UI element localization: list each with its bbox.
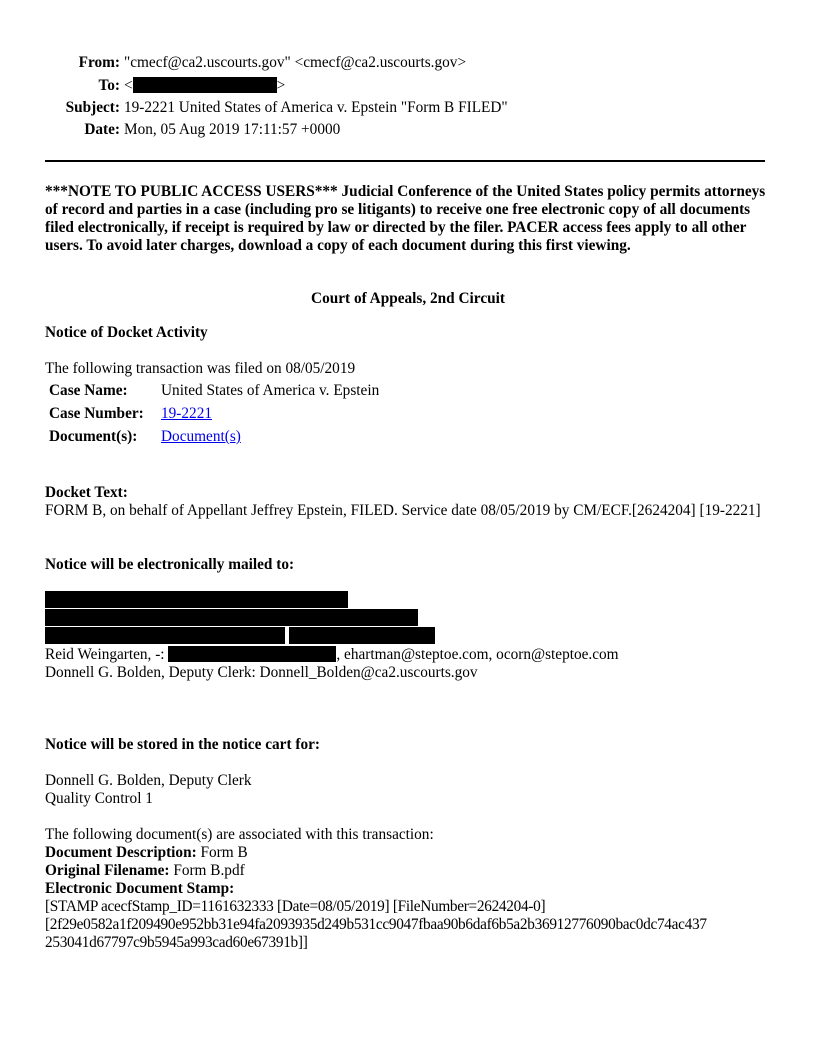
stamp-label: Electronic Document Stamp: [45, 880, 235, 897]
stamp-line: [STAMP acecfStamp_ID=1161632333 [Date=08/05/2019] [FileNumber=2624204-0] [45, 898, 546, 915]
reid-line [45, 646, 619, 664]
documents-link[interactable]: Document(s) [161, 428, 241, 445]
cart-item: Donnell G. Bolden, Deputy Clerk [45, 772, 252, 789]
mailed-title: Notice will be electronically mailed to: [45, 556, 295, 573]
subject-row [0, 99, 600, 121]
public-access-notice: ***NOTE TO PUBLIC ACCESS USERS*** Judicial Conference of the United States policy permits attorneys of record and parties in a case (including pro se litigants) to receive one free electronic copy of all documents filed electronically, if receipt is required by law or directed by the filer. PACER access fees apply to all other users. To avoid later charges, download a copy of each document during this first viewing. [45, 183, 766, 254]
to-open: < [124, 77, 133, 94]
reid-prefix: Reid Weingarten, -: [45, 646, 165, 663]
divider [45, 160, 765, 162]
cart-item: Quality Control 1 [45, 790, 153, 807]
redaction [133, 77, 277, 93]
stamp-line: 253041d67797c9b5945a993cad60e67391b]] [45, 934, 308, 951]
filename-label: Original Filename: [45, 862, 170, 879]
stamp-line: [2f29e0582a1f209490e952bb31e94fa2093935d249b531cc9047fbaa90b6daf6b5a2b36912776090bac0dc74ac437 [45, 916, 707, 933]
case-number-label: Case Number: [49, 405, 144, 422]
desc-value: Form B [200, 844, 248, 861]
date-row [0, 121, 600, 143]
activity-title: Notice of Docket Activity [45, 324, 208, 341]
docket-text-label: Docket Text: [45, 484, 128, 501]
cart-title: Notice will be stored in the notice cart for: [45, 736, 320, 753]
documents-label: Document(s): [49, 428, 138, 445]
from-value: "cmecf@ca2.uscourts.gov" <cmecf@ca2.uscourts.gov> [124, 54, 467, 71]
court-name: Court of Appeals, 2nd Circuit [311, 290, 505, 307]
from-row [0, 54, 600, 76]
redaction [45, 591, 348, 608]
assoc-line: The following document(s) are associated with this transaction: [45, 826, 434, 843]
redaction [45, 609, 418, 626]
redaction [45, 627, 285, 644]
bolden-line: Donnell G. Bolden, Deputy Clerk: Donnell_Bolden@ca2.uscourts.gov [45, 664, 478, 681]
from-label: From: [78, 54, 120, 71]
redaction [289, 627, 435, 644]
to-label: To: [98, 77, 120, 94]
docket-text: FORM B, on behalf of Appellant Jeffrey Epstein, FILED. Service date 08/05/2019 by CM/ECF.[2624204] [19-2221] [45, 502, 761, 519]
to-close: > [276, 77, 286, 94]
filename-value: Form B.pdf [173, 862, 245, 879]
to-row [0, 77, 600, 99]
reid-suffix: , ehartman@steptoe.com, ocorn@steptoe.com [336, 646, 619, 663]
case-name: United States of America v. Epstein [161, 382, 380, 399]
subject-value: 19-2221 United States of America v. Epstein "Form B FILED" [124, 99, 508, 116]
date-label: Date: [84, 121, 120, 138]
case-number-link[interactable]: 19-2221 [161, 405, 212, 422]
desc-label: Document Description: [45, 844, 197, 861]
case-name-label: Case Name: [49, 382, 128, 399]
redaction [168, 646, 336, 662]
date-value: Mon, 05 Aug 2019 17:11:57 +0000 [124, 121, 341, 138]
filed-line: The following transaction was filed on 08/05/2019 [45, 360, 356, 377]
subject-label: Subject: [65, 99, 120, 116]
